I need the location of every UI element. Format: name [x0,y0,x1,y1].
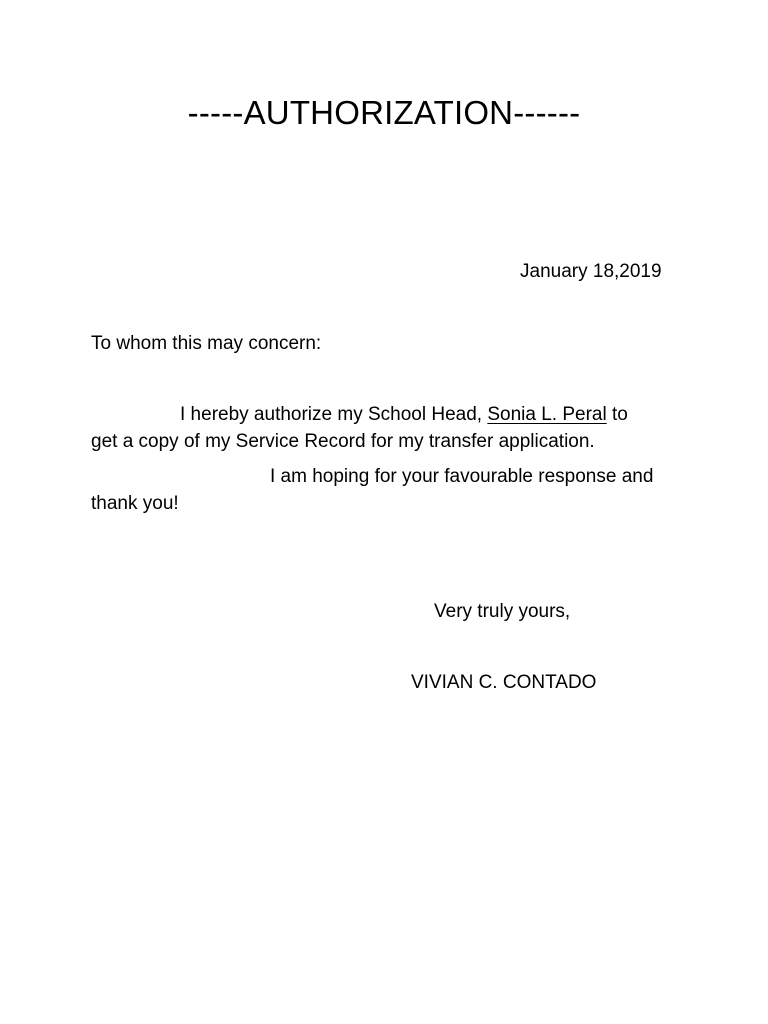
paragraph-1-line-1 [180,405,628,424]
paragraph-2-line-2: thank you! [91,493,179,514]
authorized-person-name: Sonia L. Peral [487,404,607,425]
closing: Very truly yours, [434,601,571,622]
document-title: -----AUTHORIZATION------ [187,94,581,131]
paragraph-2-line-1: I am hoping for your favourable response and [270,466,654,487]
paragraph-1-line-2: get a copy of my Service Record for my transfer application. [91,431,595,452]
signatory-name: VIVIAN C. CONTADO [411,672,597,693]
letter-date: January 18,2019 [520,261,662,282]
salutation: To whom this may concern: [91,333,322,354]
paragraph-1-tail: to [606,404,628,425]
paragraph-1-lead: I hereby authorize my School Head, [180,404,488,425]
